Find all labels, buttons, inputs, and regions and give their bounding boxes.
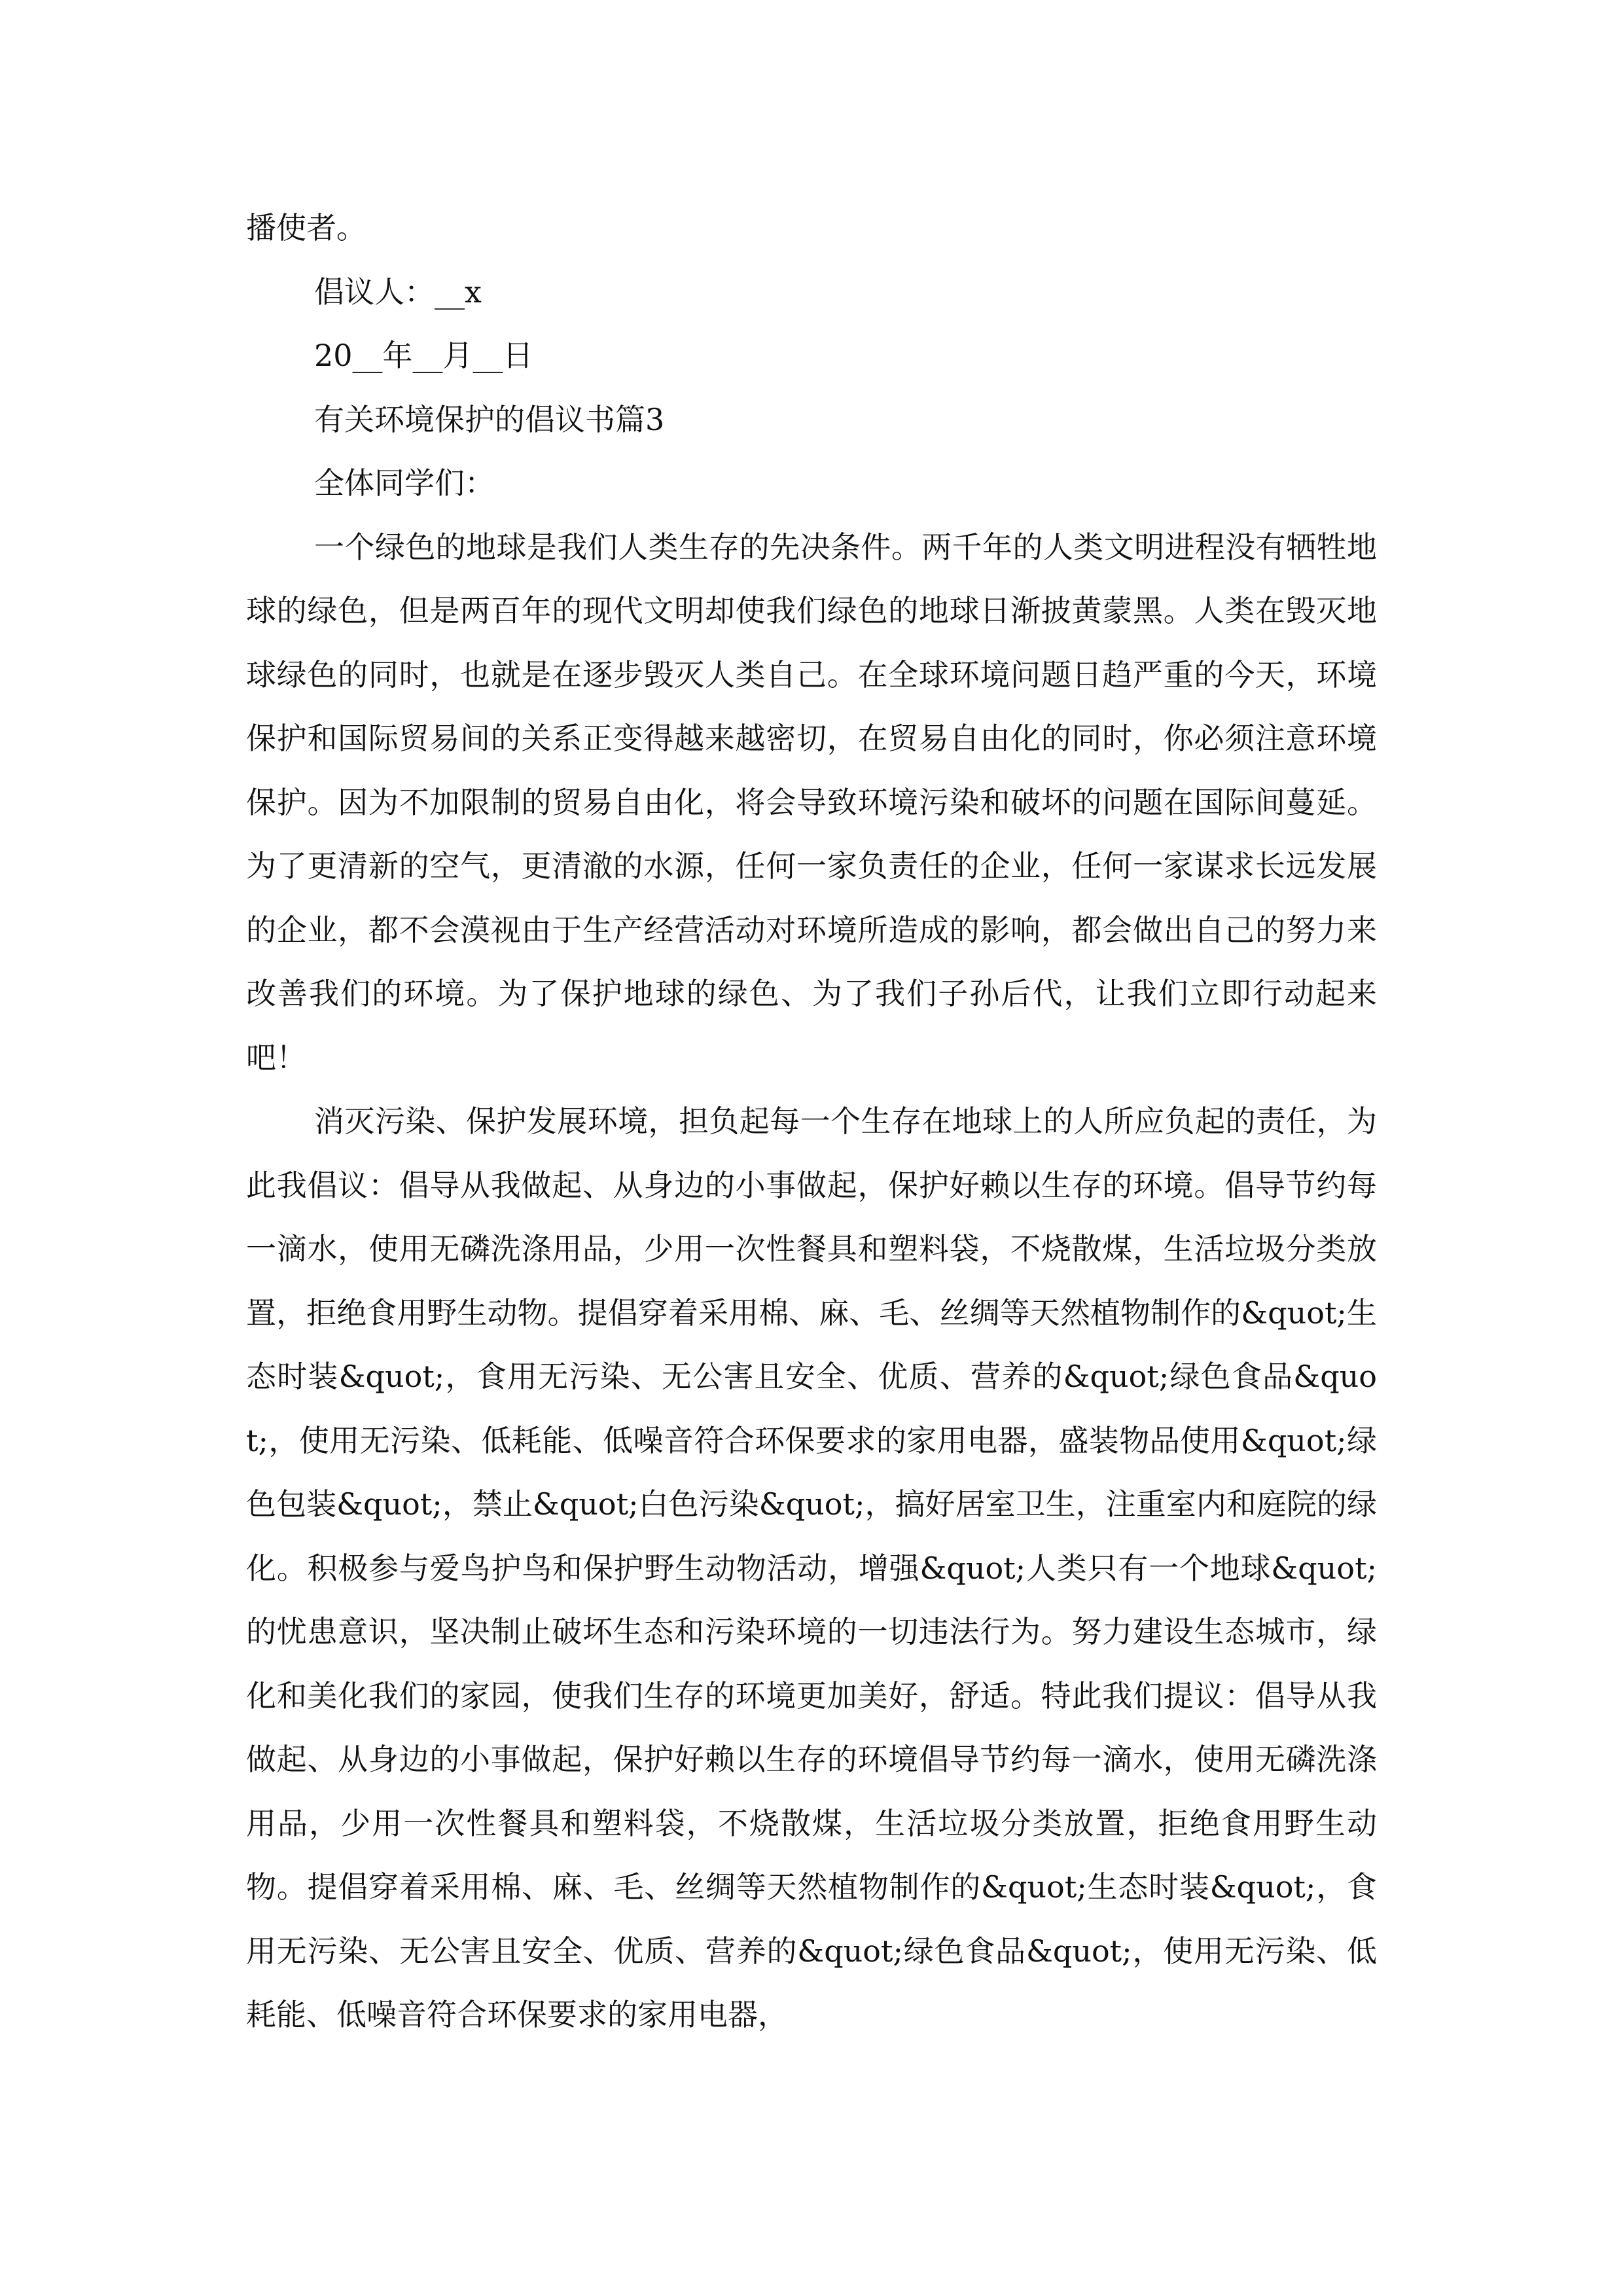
paragraph-salutation: 全体同学们： xyxy=(314,465,495,501)
paragraph-continuation: 播使者。 xyxy=(246,210,366,245)
paragraph-date: 20__年__月__日 xyxy=(314,338,533,373)
paragraph-body-2: 消灭污染、保护发展环境，担负起每一个生存在地球上的人所应负起的责任，为此我倡议：倡导从我做起、从身边的小事做起，保护好赖以生存的环境。倡导节约每一滴水，使用无磷洗涤用品，少用一次性餐具和塑料袋，不烧散煤，生活垃圾分类放置，拒绝食用野生动物。提倡穿着采用棉、麻、毛、丝绸等天然植物制作的&quot;生态时装&quot;，食用无污染、无公害且安全、优质、营养的&quot;绿色食品&quot;，使用无污染、低耗能、低噪音符合环保要求的家用电器，盛装物品使用&quot;绿色包装&quot;，禁止&quot;白色污染&quot;，搞好居室卫生，注重室内和庭院的绿化。积极参与爱鸟护鸟和保护野生动物活动，增强&quot;人类只有一个地球&quot;的忧患意识，坚决制止破坏生态和污染环境的一切违法行为。努力建设生态城市，绿化和美化我们的家园，使我们生存的环境更加美好，舒适。特此我们提议：倡导从我做起、从身边的小事做起，保护好赖以生存的环境倡导节约每一滴水，使用无磷洗涤用品，少用一次性餐具和塑料袋，不烧散煤，生活垃圾分类放置，拒绝食用野生动物。提倡穿着采用棉、麻、毛、丝绸等天然植物制作的&quot;生态时装&quot;，食用无污染、无公害且安全、优质、营养的&quot;绿色食品&quot;，使用无污染、低耗能、低噪音符合环保要求的家用电器， xyxy=(246,1103,1377,2032)
paragraph-proposer: 倡议人：__x xyxy=(314,274,482,310)
paragraph-body-1: 一个绿色的地球是我们人类生存的先决条件。两千年的人类文明进程没有牺牲地球的绿色，但是两百年的现代文明却使我们绿色的地球日渐披黄蒙黑。人类在毁灭地球绿色的同时，也就是在逐步毁灭人类自己。在全球环境问题日趋严重的今天，环境保护和国际贸易间的关系正变得越来越密切，在贸易自由化的同时，你必须注意环境保护。因为不加限制的贸易自由化，将会导致环境污染和破坏的问题在国际间蔓延。为了更清新的空气，更清澈的水源，任何一家负责任的企业，任何一家谋求长远发展的企业，都不会漠视由于生产经营活动对环境所造成的影响，都会做出自己的努力来改善我们的环境。为了保护地球的绿色、为了我们子孙后代，让我们立即行动起来吧！ xyxy=(246,529,1377,1075)
document-page xyxy=(246,196,1377,2047)
section-title: 有关环境保护的倡议书篇3 xyxy=(314,401,665,437)
